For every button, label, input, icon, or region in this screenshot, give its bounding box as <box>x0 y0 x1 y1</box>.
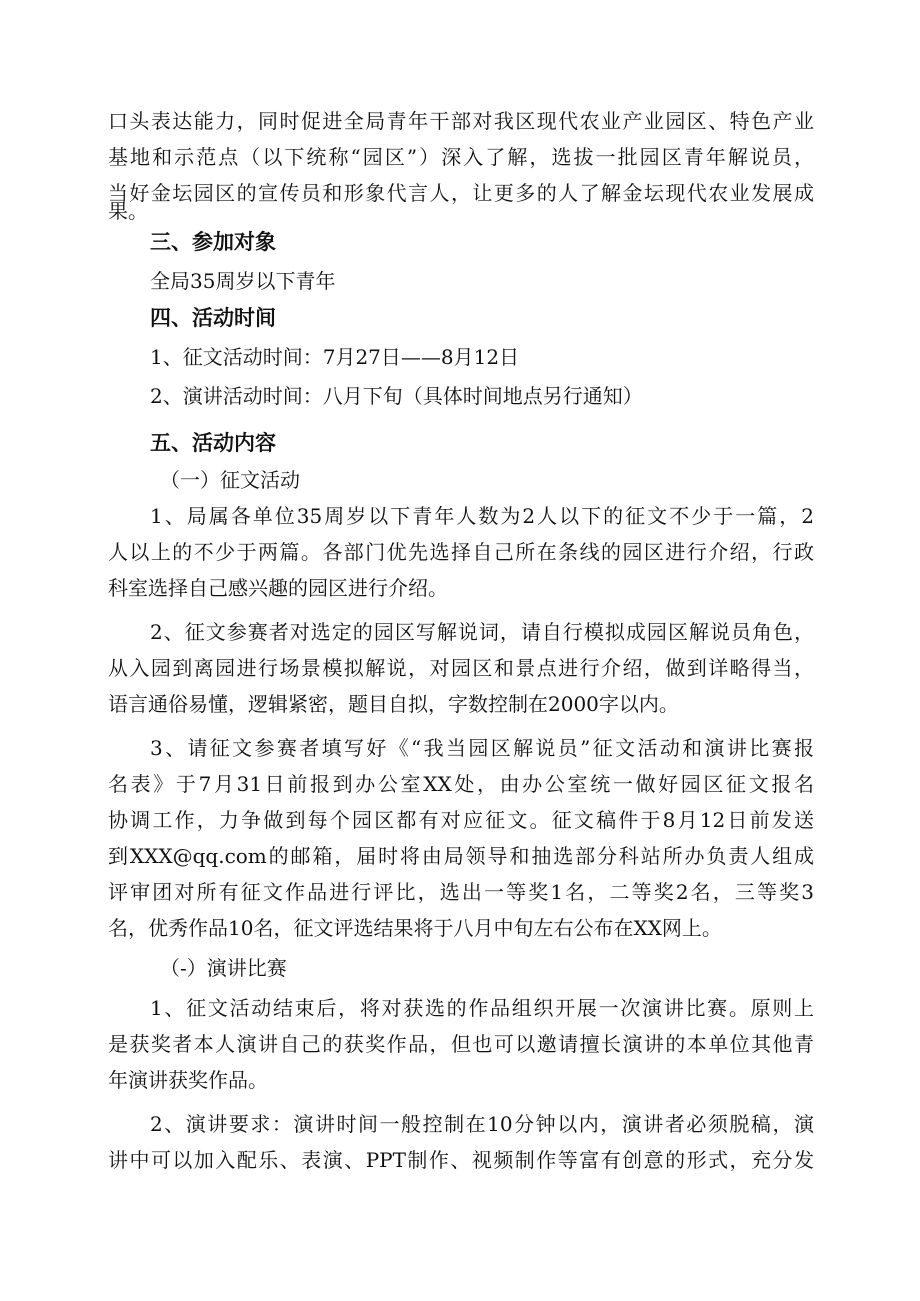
paragraph-line: 1、局属各单位35周岁以下青年人数为2人以下的征文不少于一篇，2 <box>150 504 814 528</box>
section-heading: 四、活动时间 <box>150 306 276 330</box>
paragraph-line: 到XXX@qq.com的邮箱，届时将由局领导和抽选部分科站所办负责人组成 <box>108 844 814 868</box>
paragraph-line: 是获奖者本人演讲自己的获奖作品，但也可以邀请擅长演讲的本单位其他青 <box>108 1032 814 1056</box>
paragraph-line: 名，优秀作品10名，征文评选结果将于八月中旬左右公布在XX网上。 <box>108 916 722 940</box>
intro-line: 口头表达能力，同时促进全局青年干部对我区现代农业产业园区、特色产业 <box>108 109 814 133</box>
paragraph-line: 评审团对所有征文作品进行评比，选出一等奖1名，二等奖2名，三等奖3 <box>108 880 814 904</box>
paragraph-line: 2、征文参赛者对选定的园区写解说词，请自行模拟成园区解说员角色， <box>150 620 814 644</box>
paragraph-line: 协调工作，力争做到每个园区都有对应征文。征文稿件于8月12日前发送 <box>108 808 814 832</box>
section-body: 全局35周岁以下青年 <box>150 269 336 293</box>
paragraph-line: 名表》于7月31日前报到办公室XX处，由办公室统一做好园区征文报名 <box>108 772 814 796</box>
subsection-heading: （一）征文活动 <box>160 468 300 492</box>
intro-line: 果。 <box>108 199 148 223</box>
intro-line: 当好金坛园区的宣传员和形象代言人，让更多的人了解金坛现代农业发展成 <box>108 181 814 205</box>
paragraph-line: 1、征文活动结束后，将对获选的作品组织开展一次演讲比赛。原则上 <box>150 996 814 1020</box>
paragraph-line: 语言通俗易懂，逻辑紧密，题目自拟，字数控制在2000字以内。 <box>108 692 679 716</box>
subsection-heading: （-）演讲比赛 <box>160 956 287 980</box>
list-item: 2、演讲活动时间：八月下旬（具体时间地点另行通知） <box>150 384 643 408</box>
paragraph-line: 2、演讲要求：演讲时间一般控制在10分钟以内，演讲者必须脱稿，演 <box>150 1112 814 1136</box>
section-heading: 五、活动内容 <box>150 431 276 455</box>
paragraph-line: 年演讲获奖作品。 <box>108 1068 268 1092</box>
section-heading: 三、参加对象 <box>150 230 276 254</box>
intro-line: 基地和示范点（以下统称“园区”）深入了解，选拔一批园区青年解说员， <box>108 145 814 169</box>
paragraph-line: 科室选择自己感兴趣的园区进行介绍。 <box>108 576 448 600</box>
list-item: 1、征文活动时间：7月27日——8月12日 <box>150 345 520 369</box>
paragraph-line: 人以上的不少于两篇。各部门优先选择自己所在条线的园区进行介绍，行政 <box>108 540 814 564</box>
paragraph-line: 3、请征文参赛者填写好《“我当园区解说员”征文活动和演讲比赛报 <box>150 736 814 760</box>
paragraph-line: 讲中可以加入配乐、表演、PPT制作、视频制作等富有创意的形式，充分发 <box>108 1148 814 1172</box>
paragraph-line: 从入园到离园进行场景模拟解说，对园区和景点进行介绍，做到详略得当， <box>108 656 814 680</box>
